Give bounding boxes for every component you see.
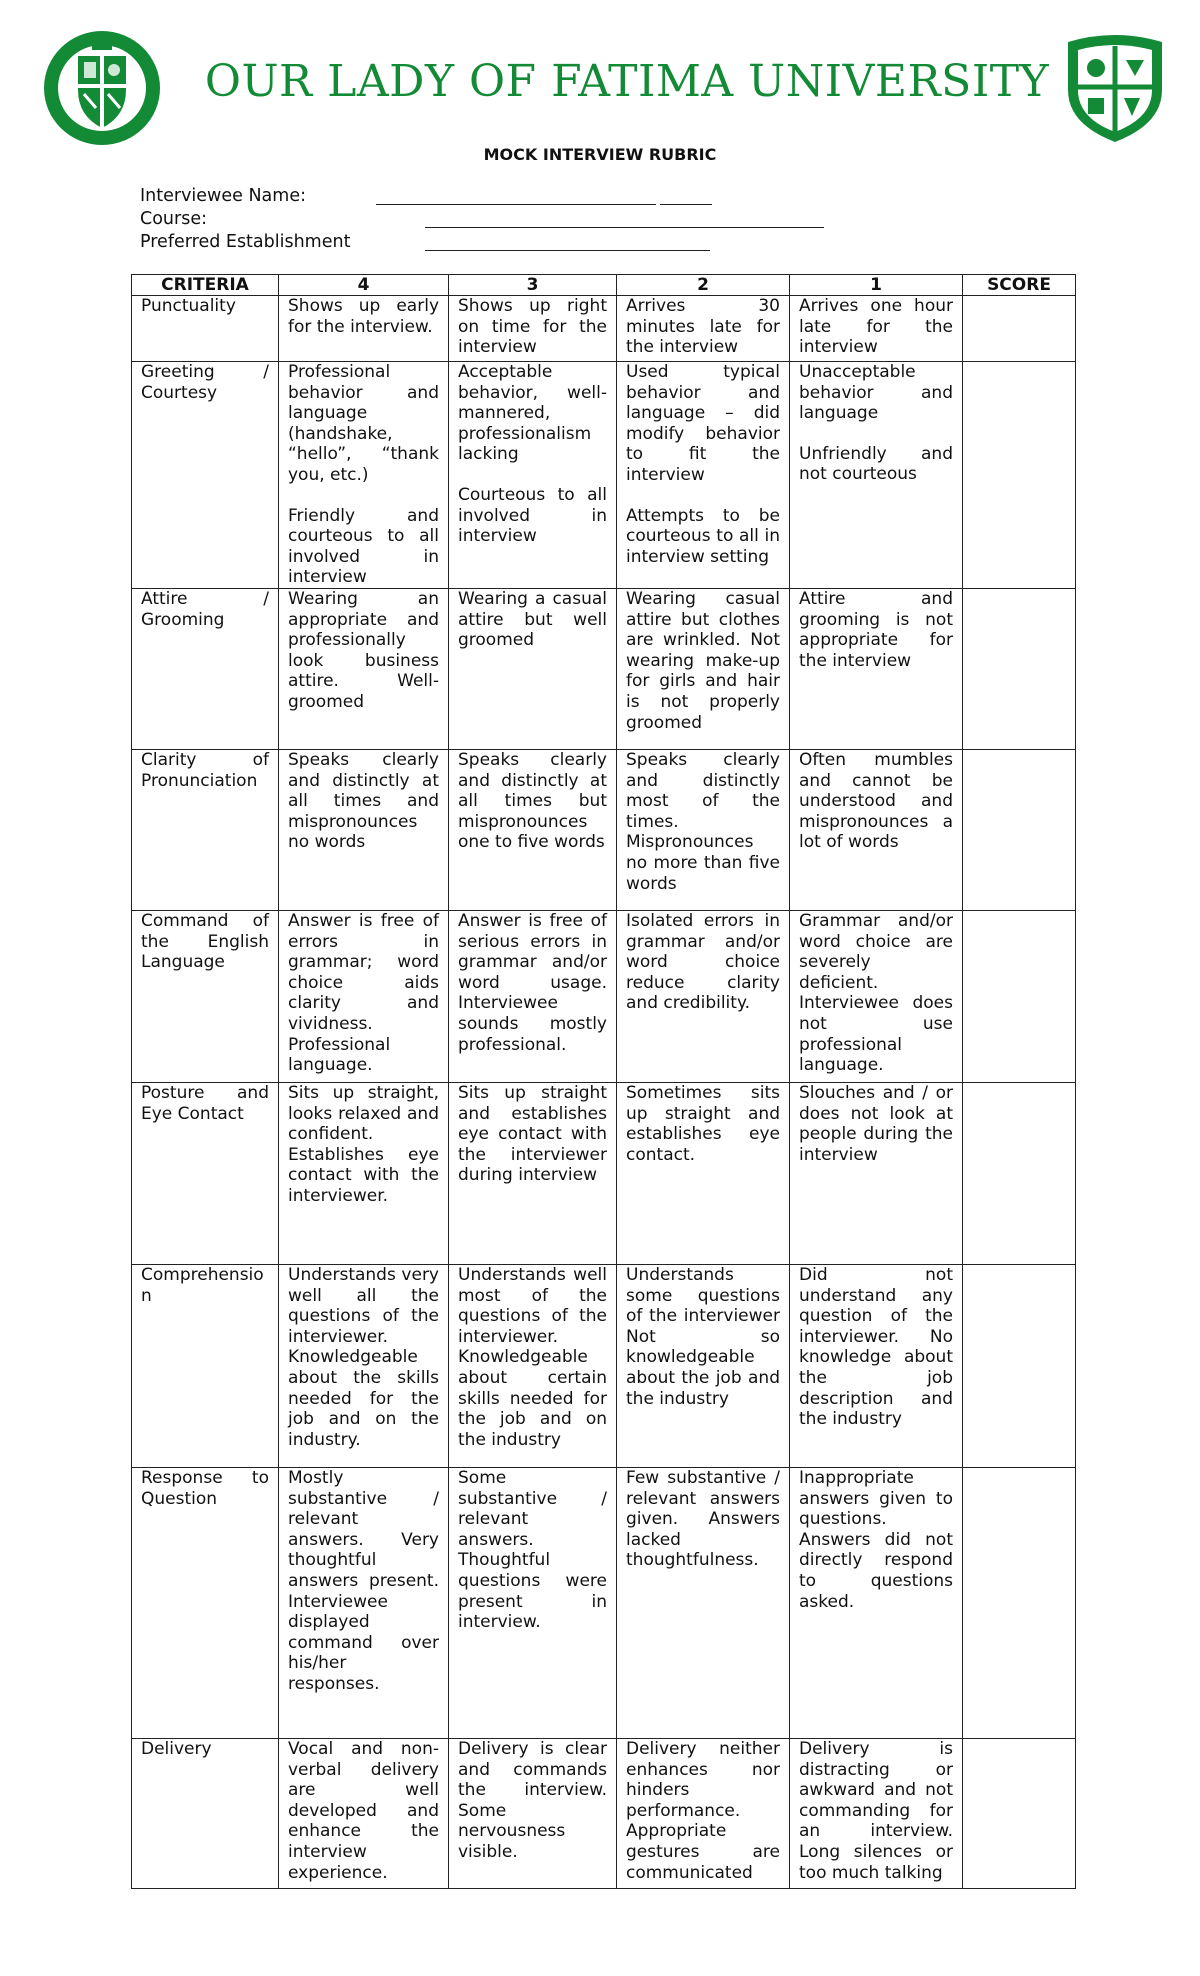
rubric-row	[132, 910, 1076, 1082]
descriptor-cell-3	[449, 910, 617, 1082]
rubric-row	[132, 1467, 1076, 1738]
rubric-row	[132, 749, 1076, 910]
preferred-establishment-label: Preferred Establishment	[140, 232, 351, 252]
header-score-4: 4	[279, 275, 449, 296]
score-input-cell[interactable]	[963, 296, 1076, 362]
descriptor-cell-2	[617, 296, 790, 362]
criteria-cell: Clarity of Pronunciation	[132, 749, 279, 910]
page-header	[40, 28, 1170, 148]
descriptor-text: Attire and grooming is not appropriate for the interview	[799, 588, 953, 671]
course-line-extra	[710, 209, 824, 228]
header-score-1: 1	[790, 275, 963, 296]
descriptor-cell-4	[279, 910, 449, 1082]
interviewee-name-field[interactable]	[140, 186, 1040, 209]
descriptor-text: Sometimes sits up straight and establishes eye contact.	[626, 1082, 780, 1165]
descriptor-cell-4	[279, 1467, 449, 1738]
descriptor-cell-2	[617, 910, 790, 1082]
descriptor-text: Some substantive / relevant answers. Thoughtful questions were present in interview.	[458, 1467, 607, 1633]
descriptor-cell-1	[790, 362, 963, 589]
score-input-cell[interactable]	[963, 910, 1076, 1082]
descriptor-cell-2	[617, 588, 790, 749]
descriptor-cell-4	[279, 588, 449, 749]
descriptor-text: Sits up straight and establishes eye contact with the interviewer during interview	[458, 1082, 607, 1186]
descriptor-text: Friendly and courteous to all involved in interview	[288, 505, 439, 588]
descriptor-cell-4	[279, 749, 449, 910]
header-score: SCORE	[963, 275, 1076, 296]
descriptor-text: Unfriendly and not courteous	[799, 443, 953, 485]
descriptor-text: Answer is free of errors in grammar; word choice aids clarity and vividness. Professional language.	[288, 910, 439, 1076]
paragraph-gap	[458, 465, 607, 485]
course-field[interactable]	[140, 209, 1040, 232]
descriptor-text: Wearing a casual attire but well groomed	[458, 588, 607, 651]
descriptor-text: Used typical behavior and language – did modify behavior to fit the interview	[626, 362, 780, 485]
header-criteria: CRITERIA	[132, 275, 279, 296]
score-input-cell[interactable]	[963, 1264, 1076, 1467]
rubric-row	[132, 1738, 1076, 1888]
descriptor-text: Shows up early for the interview.	[288, 296, 439, 337]
descriptor-text: Arrives one hour late for the interview	[799, 296, 953, 358]
criteria-cell: Posture and Eye Contact	[132, 1082, 279, 1264]
department-shield-logo	[1060, 32, 1170, 144]
descriptor-text: Delivery is distracting or awkward and not commanding for an interview. Long silences or too much talking	[799, 1738, 953, 1883]
descriptor-text: Understands some questions of the interviewer Not so knowledgeable about the job and the industry	[626, 1264, 780, 1409]
rubric-row	[132, 1082, 1076, 1264]
score-input-cell[interactable]	[963, 362, 1076, 589]
descriptor-cell-1	[790, 1738, 963, 1888]
descriptor-cell-2	[617, 1082, 790, 1264]
header-score-2: 2	[617, 275, 790, 296]
header-score-3: 3	[449, 275, 617, 296]
descriptor-text: Answer is free of serious errors in grammar and/or word usage. Interviewee sounds mostly professional.	[458, 910, 607, 1055]
paragraph-gap	[288, 486, 439, 506]
interviewee-name-label: Interviewee Name:	[140, 186, 306, 206]
descriptor-cell-1	[790, 749, 963, 910]
descriptor-text: Arrives 30 minutes late for the interview	[626, 296, 780, 358]
descriptor-text: Often mumbles and cannot be understood and mispronounces a lot of words	[799, 749, 953, 853]
preferred-establishment-line[interactable]	[425, 232, 710, 251]
score-input-cell[interactable]	[963, 588, 1076, 749]
descriptor-cell-4	[279, 1264, 449, 1467]
university-name: OUR LADY OF FATIMA UNIVERSITY	[204, 56, 1050, 107]
descriptor-text: Shows up right on time for the interview	[458, 296, 607, 358]
descriptor-cell-1	[790, 1082, 963, 1264]
descriptor-cell-1	[790, 910, 963, 1082]
interview-form-fields	[140, 186, 1040, 255]
descriptor-cell-2	[617, 362, 790, 589]
interviewee-name-line-extra	[660, 186, 712, 205]
descriptor-cell-3	[449, 749, 617, 910]
descriptor-text: Professional behavior and language (handshake, “hello”, “thank you, etc.)	[288, 362, 439, 485]
score-input-cell[interactable]	[963, 1082, 1076, 1264]
descriptor-cell-4	[279, 1738, 449, 1888]
criteria-cell: Command of the English Language	[132, 910, 279, 1082]
rubric-row	[132, 296, 1076, 362]
interviewee-name-line[interactable]	[376, 186, 656, 205]
descriptor-text: Inappropriate answers given to questions. Answers did not directly respond to questions asked.	[799, 1467, 953, 1612]
descriptor-text: Wearing casual attire but clothes are wrinkled. Not wearing make-up for girls and hair is not properly groomed	[626, 588, 780, 733]
rubric-header-row	[132, 275, 1076, 296]
descriptor-cell-3	[449, 1082, 617, 1264]
descriptor-text: Isolated errors in grammar and/or word choice reduce clarity and credibility.	[626, 910, 780, 1014]
rubric-row	[132, 362, 1076, 589]
descriptor-cell-1	[790, 1264, 963, 1467]
descriptor-cell-2	[617, 1264, 790, 1467]
descriptor-cell-1	[790, 588, 963, 749]
descriptor-text: Did not understand any question of the interviewer. No knowledge about the job description and the industry	[799, 1264, 953, 1430]
descriptor-cell-1	[790, 1467, 963, 1738]
descriptor-cell-4	[279, 1082, 449, 1264]
university-seal-logo	[40, 28, 170, 148]
criteria-cell: Attire / Grooming	[132, 588, 279, 749]
descriptor-text: Delivery is clear and commands the interview. Some nervousness visible.	[458, 1738, 607, 1862]
preferred-establishment-field[interactable]	[140, 232, 1040, 255]
criteria-cell: Greeting / Courtesy	[132, 362, 279, 589]
descriptor-text: Speaks clearly and distinctly most of the times. Mispronounces no more than five words	[626, 749, 780, 894]
descriptor-text: Slouches and / or does not look at people during the interview	[799, 1082, 953, 1165]
descriptor-cell-4	[279, 296, 449, 362]
descriptor-text: Speaks clearly and distinctly at all times and mispronounces no words	[288, 749, 439, 853]
descriptor-cell-3	[449, 296, 617, 362]
document-title: MOCK INTERVIEW RUBRIC	[483, 145, 717, 164]
criteria-cell: Response to Question	[132, 1467, 279, 1738]
descriptor-text: Courteous to all involved in interview	[458, 484, 607, 547]
descriptor-text: Understands very well all the questions of the interviewer. Knowledgeable about the skills needed for the job and on the industry.	[288, 1264, 439, 1450]
descriptor-cell-3	[449, 1264, 617, 1467]
descriptor-text: Understands well most of the questions of the interviewer. Knowledgeable about certain skills needed for the job and on the industry	[458, 1264, 607, 1450]
descriptor-cell-2	[617, 1467, 790, 1738]
paragraph-gap	[626, 486, 780, 506]
score-input-cell[interactable]	[963, 1467, 1076, 1738]
rubric-table	[131, 274, 1076, 1889]
course-label: Course:	[140, 209, 207, 229]
descriptor-text: Unacceptable behavior and language	[799, 362, 953, 424]
descriptor-cell-3	[449, 1467, 617, 1738]
criteria-cell: Delivery	[132, 1738, 279, 1888]
descriptor-text: Delivery neither enhances nor hinders performance. Appropriate gestures are communicated	[626, 1738, 780, 1883]
score-input-cell[interactable]	[963, 1738, 1076, 1888]
descriptor-cell-3	[449, 362, 617, 589]
paragraph-gap	[799, 424, 953, 444]
descriptor-text: Attempts to be courteous to all in interview setting	[626, 505, 780, 567]
descriptor-text: Sits up straight, looks relaxed and confident. Establishes eye contact with the interviewer.	[288, 1082, 439, 1206]
descriptor-cell-1	[790, 296, 963, 362]
descriptor-cell-4	[279, 362, 449, 589]
criteria-cell: Comprehension	[132, 1264, 279, 1467]
descriptor-text: Wearing an appropriate and professionally look business attire. Well-groomed	[288, 588, 439, 712]
descriptor-cell-3	[449, 588, 617, 749]
descriptor-text: Vocal and non-verbal delivery are well developed and enhance the interview experience.	[288, 1738, 439, 1883]
descriptor-text: Speaks clearly and distinctly at all times but mispronounces one to five words	[458, 749, 607, 853]
descriptor-text: Few substantive / relevant answers given. Answers lacked thoughtfulness.	[626, 1467, 780, 1571]
criteria-cell: Punctuality	[132, 296, 279, 362]
descriptor-cell-2	[617, 749, 790, 910]
descriptor-cell-3	[449, 1738, 617, 1888]
rubric-body	[132, 296, 1076, 1889]
course-line[interactable]	[425, 209, 710, 228]
descriptor-cell-2	[617, 1738, 790, 1888]
descriptor-text: Mostly substantive / relevant answers. Very thoughtful answers present. Interviewee displayed command over his/her responses.	[288, 1467, 439, 1694]
rubric-row	[132, 588, 1076, 749]
descriptor-text: Acceptable behavior, well-mannered, professionalism lacking	[458, 362, 607, 465]
descriptor-text: Grammar and/or word choice are severely deficient. Interviewee does not use professional language.	[799, 910, 953, 1076]
score-input-cell[interactable]	[963, 749, 1076, 910]
rubric-row	[132, 1264, 1076, 1467]
